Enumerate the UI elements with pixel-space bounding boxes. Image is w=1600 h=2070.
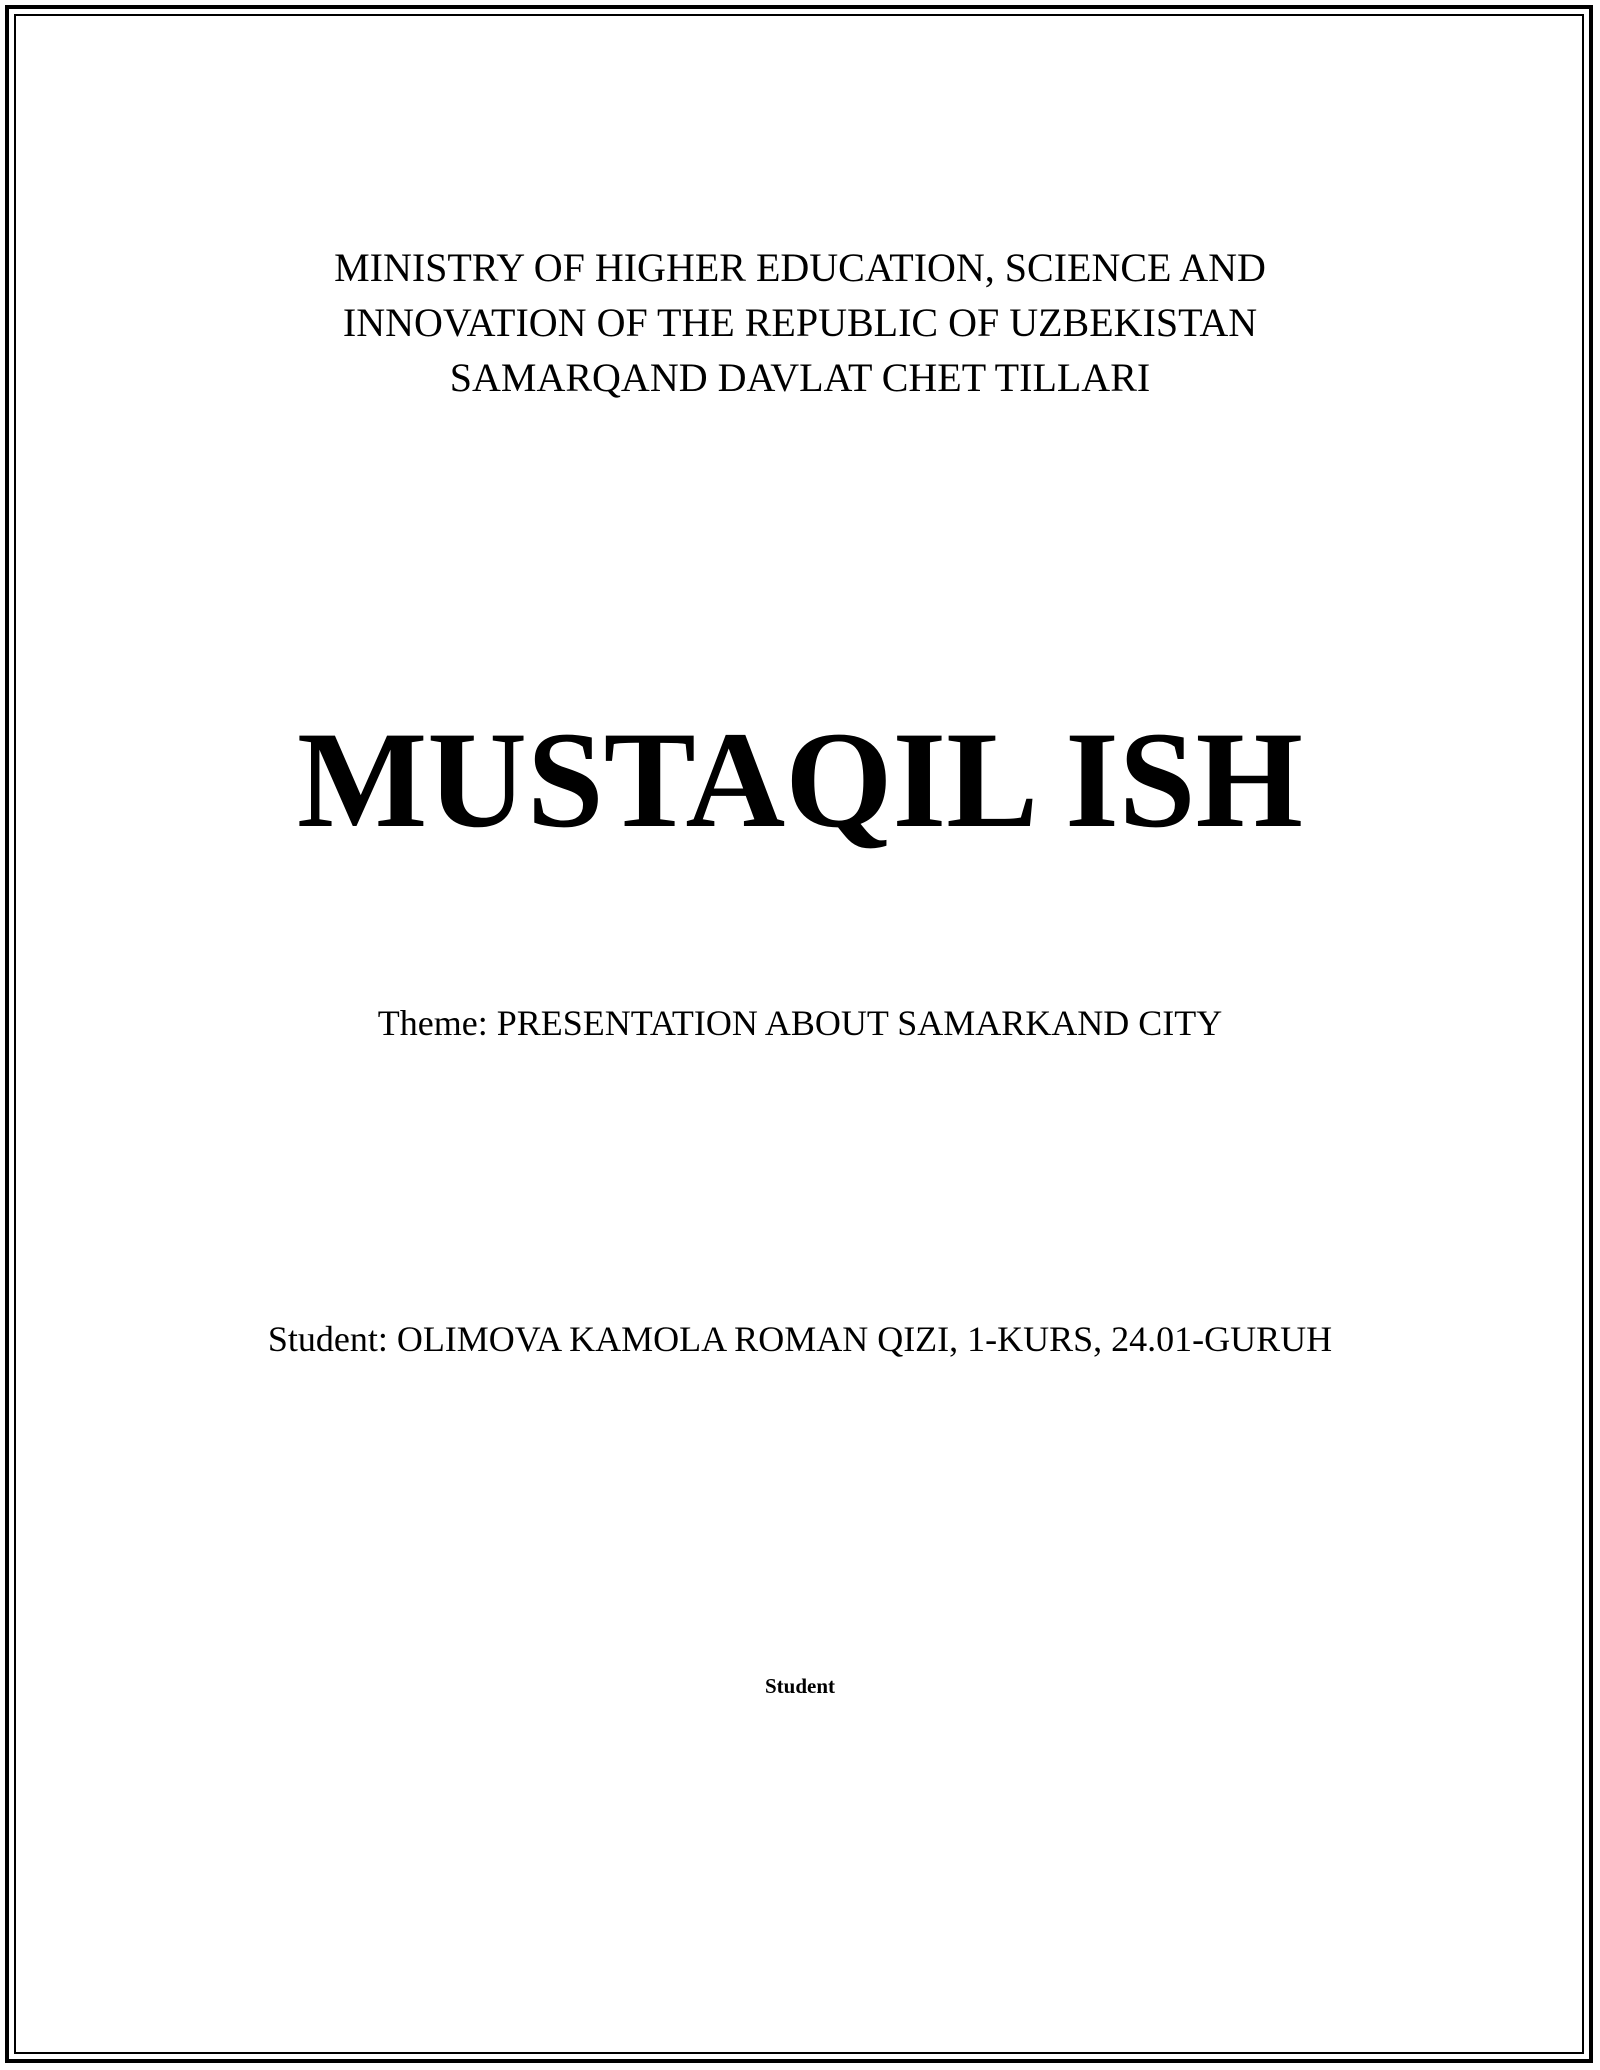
student-label: Student (764, 1674, 836, 1698)
document-title: MUSTAQIL ISH (297, 703, 1303, 856)
header-line-university: SAMARQAND DAVLAT CHET TILLARI (449, 355, 1151, 400)
institution-header (0, 240, 1600, 405)
theme-line: Theme: PRESENTATION ABOUT SAMARKAND CITY (377, 1003, 1223, 1043)
header-line-ministry: MINISTRY OF HIGHER EDUCATION, SCIENCE AND (334, 245, 1266, 290)
header-line-republic: INNOVATION OF THE REPUBLIC OF UZBEKISTAN (342, 300, 1258, 345)
student-info: Student: OLIMOVA KAMOLA ROMAN QIZI, 1-KURS, 24.01-GURUH (267, 1319, 1333, 1359)
